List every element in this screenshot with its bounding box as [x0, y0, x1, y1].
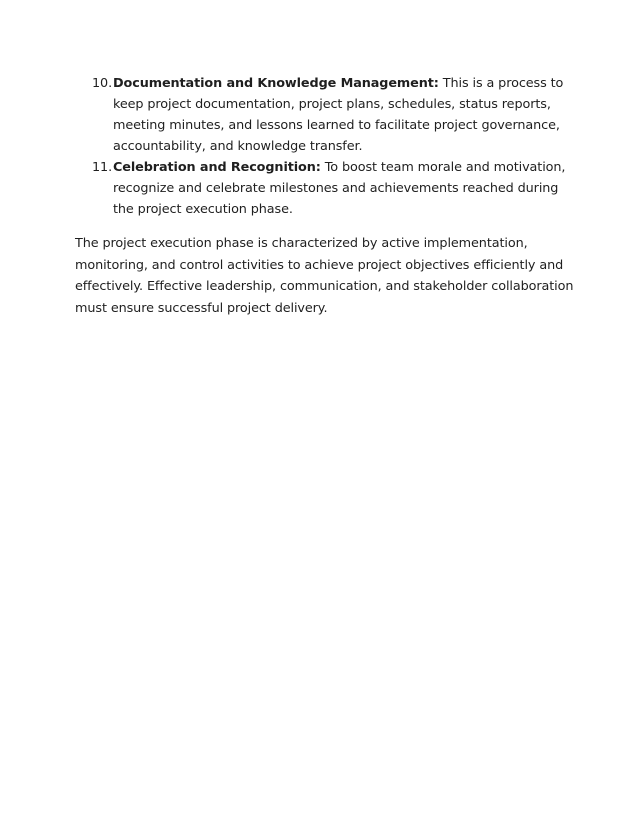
list-item-term: Documentation and Knowledge Management: [113, 76, 439, 91]
list-item-number: 11. [92, 160, 113, 175]
list-item [78, 73, 578, 157]
body-paragraph: The project execution phase is characterized by active implementation, monitoring, and control activities to achieve project objectives efficiently and effectively. Effective leadership, communication, and stakeholder collaboration must ensure successful project delivery. [75, 236, 574, 316]
list-item-term: Celebration and Recognition: [113, 160, 321, 175]
list-item-text: This is a process to keep project documentation, project plans, schedules, status reports, meeting minutes, and lessons learned to facilitate project governance, accountability, and knowledge transfer. [113, 76, 564, 154]
list-item [78, 157, 578, 220]
numbered-list [78, 73, 578, 220]
list-item-number: 10. [92, 76, 113, 91]
list-item-text: To boost team morale and motivation, recognize and celebrate milestones and achievements reached during the project execution phase. [113, 160, 566, 217]
